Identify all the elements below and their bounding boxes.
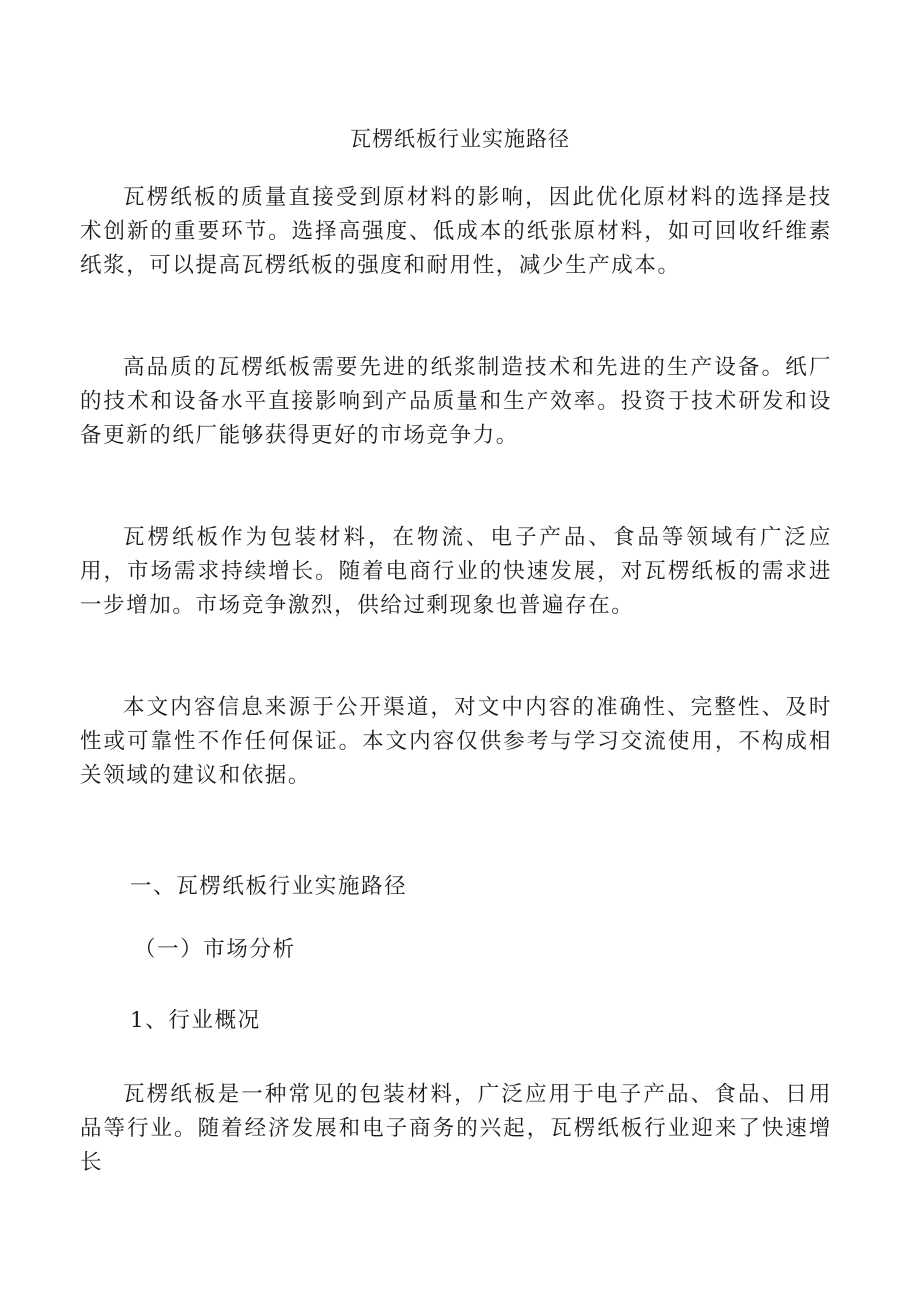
document-title: 瓦楞纸板行业实施路径 xyxy=(350,127,570,151)
paragraph-industry-overview: 瓦楞纸板是一种常见的包装材料，广泛应用于电子产品、食品、日用品等行业。随着经济发展和电子商务的兴起，瓦楞纸板行业迎来了快速增长 xyxy=(80,1082,832,1175)
paragraph-disclaimer: 本文内容信息来源于公开渠道，对文中内容的准确性、完整性、及时性或可靠性不作任何保证。本文内容仅供参考与学习交流使用，不构成相关领域的建议和依据。 xyxy=(80,695,832,788)
paragraph-raw-materials: 瓦楞纸板的质量直接受到原材料的影响，因此优化原材料的选择是技术创新的重要环节。选择高强度、低成本的纸张原材料，如可回收纤维素纸浆，可以提高瓦楞纸板的强度和耐用性，减少生产成本。 xyxy=(80,185,832,278)
section-heading: 一、瓦楞纸板行业实施路径 xyxy=(130,874,408,899)
paragraph-technology: 高品质的瓦楞纸板需要先进的纸浆制造技术和先进的生产设备。纸厂的技术和设备水平直接影响到产品质量和生产效率。投资于技术研发和设备更新的纸厂能够获得更好的市场竞争力。 xyxy=(80,355,832,448)
item-heading: 1、行业概况 xyxy=(130,1008,261,1033)
subsection-heading: （一）市场分析 xyxy=(134,937,296,962)
paragraph-market-demand: 瓦楞纸板作为包装材料，在物流、电子产品、食品等领域有广泛应用，市场需求持续增长。随着电商行业的快速发展，对瓦楞纸板的需求进一步增加。市场竞争激烈，供给过剩现象也普遍存在。 xyxy=(80,525,832,618)
